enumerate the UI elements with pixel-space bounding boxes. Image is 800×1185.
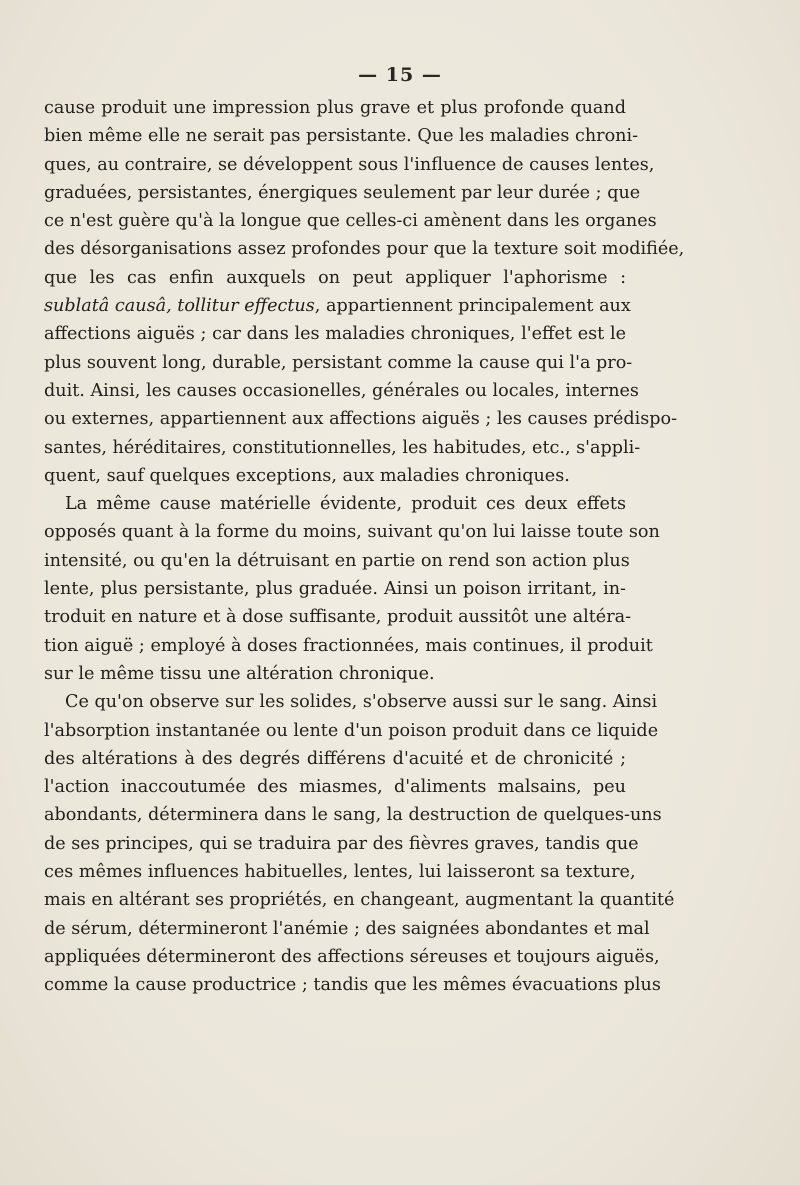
text-line: ce n'est guère qu'à la longue que celles-ci amènent dans les organes [44,211,657,232]
text-line: santes, héréditaires, constitutionnelles, les habitudes, etc., s'appli- [44,437,641,458]
text-line: duit. Ainsi, les causes occasionelles, générales ou locales, internes [44,380,639,401]
text-line: ces mêmes influences habituelles, lentes, lui laisseront sa texture, [44,862,636,883]
text-line: ques, au contraire, se développent sous l'influence de causes lentes, [44,154,655,175]
text-line: de sérum, détermineront l'anémie ; des saignées abondantes et mal [44,918,650,939]
text-line: quent, sauf quelques exceptions, aux maladies chroniques. [44,465,570,486]
text-line: opposés quant à la forme du moins, suivant qu'on lui laisse toute son [44,522,660,543]
text-line-rest: , appartiennent principalement aux [314,296,631,317]
text-line: abondants, déterminera dans le sang, la destruction de quelques-uns [44,805,662,826]
text-line: cause produit une impression plus grave et plus profonde quand [44,98,626,118]
text-line: des désorganisations assez profondes pour que la texture soit modifiée, [44,239,685,260]
text-line: lente, plus persistante, plus graduée. Ainsi un poison irritant, in- [44,579,626,600]
body-text [44,94,685,1000]
text-line: comme la cause productrice ; tandis que les mêmes évacuations plus [44,975,661,996]
text-line: sur le même tissu une altération chronique. [44,663,435,684]
text-line: que les cas enfin auxquels on peut appliquer l'aphorisme : [44,267,626,288]
text-line: de ses principes, qui se traduira par des fièvres graves, tandis que [44,833,639,854]
text-line: intensité, ou qu'en la détruisant en partie on rend son action plus [44,550,630,571]
text-line: l'action inaccoutumée des miasmes, d'aliments malsains, peu [44,777,626,798]
text-line: bien même elle ne serait pas persistante. Que les maladies chroni- [44,126,639,147]
text-line: ou externes, appartiennent aux affections aiguës ; les causes prédispo- [44,409,678,430]
text-line: des altérations à des degrés différens d'acuité et de chronicité ; [44,748,626,769]
paragraph-1 [44,94,685,490]
text-line: mais en altérant ses propriétés, en changeant, augmentant la quantité [44,890,675,911]
paragraph-3 [44,688,675,999]
text-line: plus souvent long, durable, persistant comme la cause qui l'a pro- [44,352,633,373]
text-line-with-latin-aphorism [44,292,631,320]
text-line: Ce qu'on observe sur les solides, s'observe aussi sur le sang. Ainsi [65,692,658,713]
text-line: tion aiguë ; employé à doses fractionnées, mais continues, il produit [44,635,653,656]
text-line: l'absorption instantanée ou lente d'un poison produit dans ce liquide [44,720,659,741]
page-number: — 15 — [358,64,442,86]
text-line: affections aiguës ; car dans les maladies chroniques, l'effet est le [44,324,626,345]
text-line: troduit en nature et à dose suffisante, produit aussitôt une altéra- [44,607,632,628]
text-line: La même cause matérielle évidente, produit ces deux effets [65,494,626,515]
text-line: graduées, persistantes, énergiques seulement par leur durée ; que [44,182,641,203]
paragraph-2 [44,490,660,688]
text-line: appliquées détermineront des affections séreuses et toujours aiguës, [44,946,660,967]
latin-aphorism: sublatâ causâ, tollitur effectus [44,296,315,317]
